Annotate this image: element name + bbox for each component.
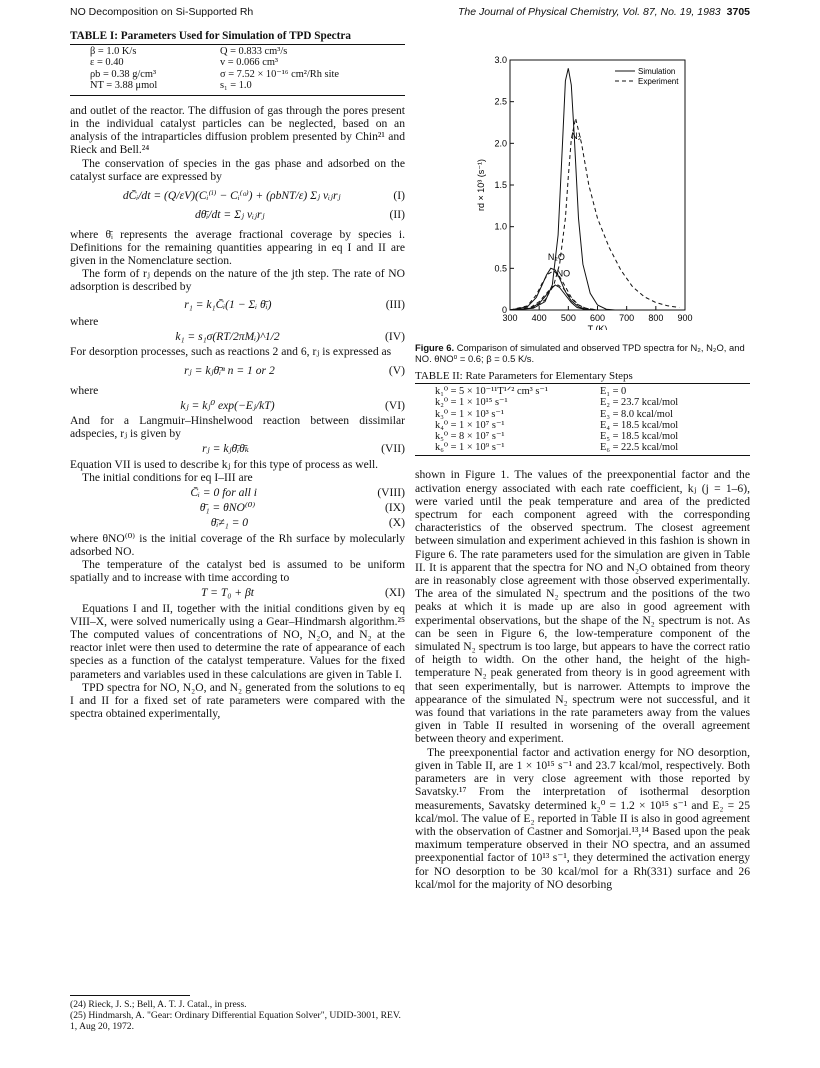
table1-left-col	[90, 46, 220, 92]
paragraph: The temperature of the catalyst bed is assumed to be uniform spatially and to increase with time according to	[70, 557, 405, 585]
paragraph: The conservation of species in the gas phase and adsorbed on the catalyst surface are expressed by	[70, 156, 405, 183]
annotation-n2: N₂	[571, 131, 582, 142]
series-line	[510, 268, 595, 310]
x-tick-label: 500	[560, 313, 576, 323]
series-line	[510, 285, 592, 310]
x-tick-label: 700	[619, 313, 635, 323]
table1-cell: s₁ = 1.0	[220, 80, 252, 92]
equation	[70, 399, 405, 412]
table2-cell: E₂ = 23.7 kcal/mol	[600, 397, 679, 409]
legend-entry: Simulation	[638, 67, 676, 76]
paragraph: For desorption processes, such as reactions 2 and 6, rⱼ is expressed as	[70, 345, 392, 359]
paragraph: The initial conditions for eq I–III are	[82, 470, 253, 484]
running-header-left: NO Decomposition on Si-Supported Rh	[70, 6, 254, 18]
caption-text: Comparison of simulated and observed TPD spectra for N₂, N₂O, and NO. θNO⁰ = 0.6; β = 0.5 K/s.	[415, 342, 745, 364]
equation-body: rⱼ = kⱼθ̄ᵢθ̄ₖ	[202, 442, 250, 456]
y-tick-label: 0.5	[494, 263, 507, 274]
paragraph: And for a Langmuir–Hinshelwood reaction between dissimilar adspecies, rⱼ is given by	[70, 413, 405, 441]
equation-number: (III)	[385, 297, 405, 311]
table2-left-col	[435, 386, 600, 453]
x-tick-label: 800	[648, 313, 664, 323]
figure-caption	[415, 342, 750, 364]
equation	[70, 516, 405, 529]
x-tick-label: 900	[677, 313, 693, 323]
equation-number: (VIII)	[377, 485, 405, 499]
equation-body: dC̄ᵢ/dt = (Q/εV)(Cᵢ⁽ⁱ⁾ − Cᵢ⁽ᵒ⁾) + (ρbNT/ε) Σⱼ νᵢⱼrⱼ	[122, 189, 341, 203]
equation-number: (II)	[389, 208, 405, 222]
x-tick-label: 300	[502, 313, 518, 323]
equation-body: C̄ᵢ = 0 for all i	[190, 485, 257, 499]
table2-cell: k₄⁰ = 1 × 10⁷ s⁻¹	[435, 419, 505, 431]
paragraph: Equations I and II, together with the initial conditions given by eq VIII–X, were solved numerically using a Gear–Hindmarsh algorithm.²⁵ The computed values of concentrations of NO, N₂O, and N₂ at the reactor inlet were then used to determine the rate of appearance of each species as a function of the catalyst temperature. Values for the fixed parameters and variables used in these calculations are given in Table I.	[70, 601, 405, 681]
table2-cell: k₃⁰ = 1 × 10³ s⁻¹	[435, 408, 505, 420]
table2-title: TABLE II: Rate Parameters for Elementary Steps	[415, 370, 633, 382]
x-axis-label: T (K)	[587, 324, 608, 330]
equation-body: r₁ = k₁C̄ᵢ(1 − Σᵢ θ̄ᵢ)	[184, 297, 272, 311]
paragraph: TPD spectra for NO, N₂O, and N₂ generated from the solutions to eq I and II for a fixed set of rate parameters were compared with the spectra obtained experimentally,	[70, 680, 405, 721]
equation	[70, 586, 405, 599]
equation-number: (X)	[388, 516, 405, 530]
table1-cell: β = 1.0 K/s	[90, 45, 137, 57]
equation-body: dθ̄ᵢ/dt = Σⱼ νᵢⱼrⱼ	[194, 208, 265, 222]
series-line	[510, 118, 679, 310]
table2-cell: E₅ = 18.5 kcal/mol	[600, 431, 679, 443]
table2-cell: k₂⁰ = 1 × 10¹⁵ s⁻¹	[435, 397, 508, 409]
equation	[70, 501, 405, 514]
paragraph: The form of rⱼ depends on the nature of the jth step. The rate of NO adsorption is described by	[70, 267, 405, 294]
equation	[70, 364, 405, 377]
equation-body: rⱼ = kⱼθ̄ᵢⁿ n = 1 or 2	[184, 364, 275, 378]
caption-label: Figure 6.	[415, 342, 455, 353]
y-tick-label: 0	[501, 305, 507, 315]
page-number: 3705	[726, 6, 750, 18]
equation-number: (VI)	[385, 398, 405, 412]
table2-cell: E₃ = 8.0 kcal/mol	[600, 408, 673, 420]
table1-cell: NT = 3.88 μmol	[90, 80, 158, 92]
plot-frame	[510, 60, 685, 310]
equation	[70, 442, 405, 455]
equation-number: (I)	[393, 189, 405, 203]
equation-body: kⱼ = kⱼ⁰ exp(−Eⱼ/kT)	[180, 398, 275, 412]
x-tick-label: 600	[589, 313, 606, 323]
table2	[415, 383, 750, 456]
table2-cell: E₆ = 22.5 kcal/mol	[600, 442, 679, 454]
paragraph: where θ̄ᵢ represents the average fractional coverage by species i. Definitions for the remaining quantities appearing in eq I and II are given in the Nomenclature section.	[70, 227, 405, 267]
table1-cell: ε = 0.40	[90, 57, 124, 69]
equation	[70, 486, 405, 499]
table2-cell: k₁⁰ = 5 × 10⁻¹¹T¹ᐟ² cm³ s⁻¹	[435, 386, 549, 398]
table2-cell: k₅⁰ = 8 × 10⁷ s⁻¹	[435, 431, 505, 443]
tpd-chart	[415, 30, 750, 330]
equation-number: (VII)	[381, 442, 405, 456]
y-tick-label: 2.0	[494, 138, 507, 149]
table2-right-col	[600, 386, 750, 453]
equation	[70, 298, 405, 311]
footnote: (25) Hindmarsh, A. "Gear: Ordinary Differential Equation Solver", UDID-3001, REV. 1, Aug 20, 1972.	[70, 1010, 401, 1032]
table1-title: TABLE I: Parameters Used for Simulation of TPD Spectra	[70, 30, 351, 42]
series-line	[510, 285, 598, 310]
y-tick-label: 3.0	[494, 55, 507, 65]
table2-cell: E₄ = 18.5 kcal/mol	[600, 419, 679, 431]
table2-cell: E₁ = 0	[600, 386, 627, 398]
y-axis-label: rd × 10³ (s⁻¹)	[476, 158, 486, 212]
annotation-n2o: N₂O	[547, 252, 565, 262]
paragraph: shown in Figure 1. The values of the preexponential factor and the activation energy associated with each rate coefficient, kⱼ (j = 1–6), were varied until the peak temperature and area of the predicted spectrum for each component agreed with the corresponding characteristics of the observed spectrum. The closest agreement between simulation and experiment achieved in this fashion is shown in Figure 6. The rate parameters used for the simulation are given in Table II. It is apparent that the spectra for NO and N₂O obtained from theory are in reasonably close agreement with those observed experimentally. The area of the simulated N₂ spectrum and the positions of the two peaks at which it is made up are also in good agreement with experimental observations, but the shape of the N₂ spectrum is not. As can be seen in Figure 6, the low-temperature component of the simulated N₂ spectrum is too large, but appears to have the correct ratio of heigth to width. On the other hand, the height of the high-temperature N₂ peak generated from theory is in good agreement with that seen experimentally, but is narrower. Attempts to improve the appearance of the simulated N₂ spectrum were not successful, and it was found that variations in the rate parameters away from the values given in Table II resulted in worsening of the overall agreement between theory and experiment.	[415, 468, 750, 746]
equation	[70, 208, 405, 221]
equation-number: (IV)	[385, 329, 405, 343]
paragraph: The preexponential factor and activation energy for NO desorption, given in Table II, are 1 × 10¹⁵ s⁻¹ and 23.7 kcal/mol, respectively. Both parameters are in very close agreement with those reported by Savatsky.¹⁷ From the interpretation of isothermal desorption measurements, Savatsky determined k₂⁰ = 1.2 × 10¹⁵ s⁻¹ and E₂ = 25 kcal/mol. The value of E₂ reported in Table II is also in good agreement with the observation of Castner and Somorjai.¹³,¹⁴ Based upon the peak maximum temperature observed in their NO spectra, and an assumed preexponential factor of 10¹³ s⁻¹, they determined the activation energy for NO desorption to be 30 kcal/mol for a Rh(331) surface and 26 kcal/mol for the majority of NO desorbing	[415, 745, 750, 891]
paragraph: where	[70, 314, 99, 328]
equation	[70, 330, 405, 343]
footnote: (24) Rieck, J. S.; Bell, A. T. J. Catal., in press.	[70, 999, 247, 1010]
figure-6	[415, 30, 750, 330]
paragraph: where θNO⁽⁰⁾ is the initial coverage of the Rh surface by molecularly adsorbed NO.	[70, 531, 405, 558]
annotation-no: NO	[556, 268, 571, 279]
equation-body: θ̄₁ = θNO⁽⁰⁾	[199, 501, 256, 515]
table1-right-col	[220, 46, 420, 92]
table1-cell: v = 0.066 cm³	[220, 57, 279, 69]
y-tick-label: 1.5	[494, 180, 507, 190]
paragraph: and outlet of the reactor. The diffusion of gas through the pores present in the individual catalyst particles can be neglected, based on an analysis of the intraparticles diffusion problem presented by Chin²¹ and Rieck and Bell.²⁴	[70, 103, 405, 157]
equation-number: (V)	[388, 364, 405, 378]
table1-cell: ρb = 0.38 g/cm³	[90, 68, 157, 80]
equation-body: k₁ = s₁σ(RT/2πMᵢ)^1/2	[175, 329, 280, 343]
equation	[70, 189, 405, 202]
y-tick-label: 2.5	[494, 96, 507, 107]
equation-body: T = T₀ + βt	[201, 586, 254, 600]
x-tick-label: 400	[531, 313, 547, 323]
left-column	[70, 30, 405, 720]
right-column	[415, 30, 750, 891]
paragraph: where	[70, 383, 99, 397]
table2-cell: k₆⁰ = 1 × 10⁹ s⁻¹	[435, 442, 505, 454]
y-tick-label: 1.0	[494, 221, 507, 232]
paragraph: Equation VII is used to describe kⱼ for this type of process as well.	[70, 457, 379, 471]
running-header-right	[458, 6, 750, 18]
equation-body: θ̄ᵢ≠₁ = 0	[210, 516, 249, 530]
table1	[70, 45, 405, 96]
legend-entry: Experiment	[638, 77, 679, 86]
footnotes	[70, 995, 405, 1032]
journal-citation: The Journal of Physical Chemistry, Vol. 87, No. 19, 1983	[458, 6, 721, 18]
equation-number: (XI)	[385, 586, 405, 600]
equation-number: (IX)	[385, 501, 405, 515]
table1-cell: Q = 0.833 cm³/s	[220, 45, 288, 57]
table1-cell: σ = 7.52 × 10⁻¹⁶ cm²/Rh site	[220, 68, 339, 80]
